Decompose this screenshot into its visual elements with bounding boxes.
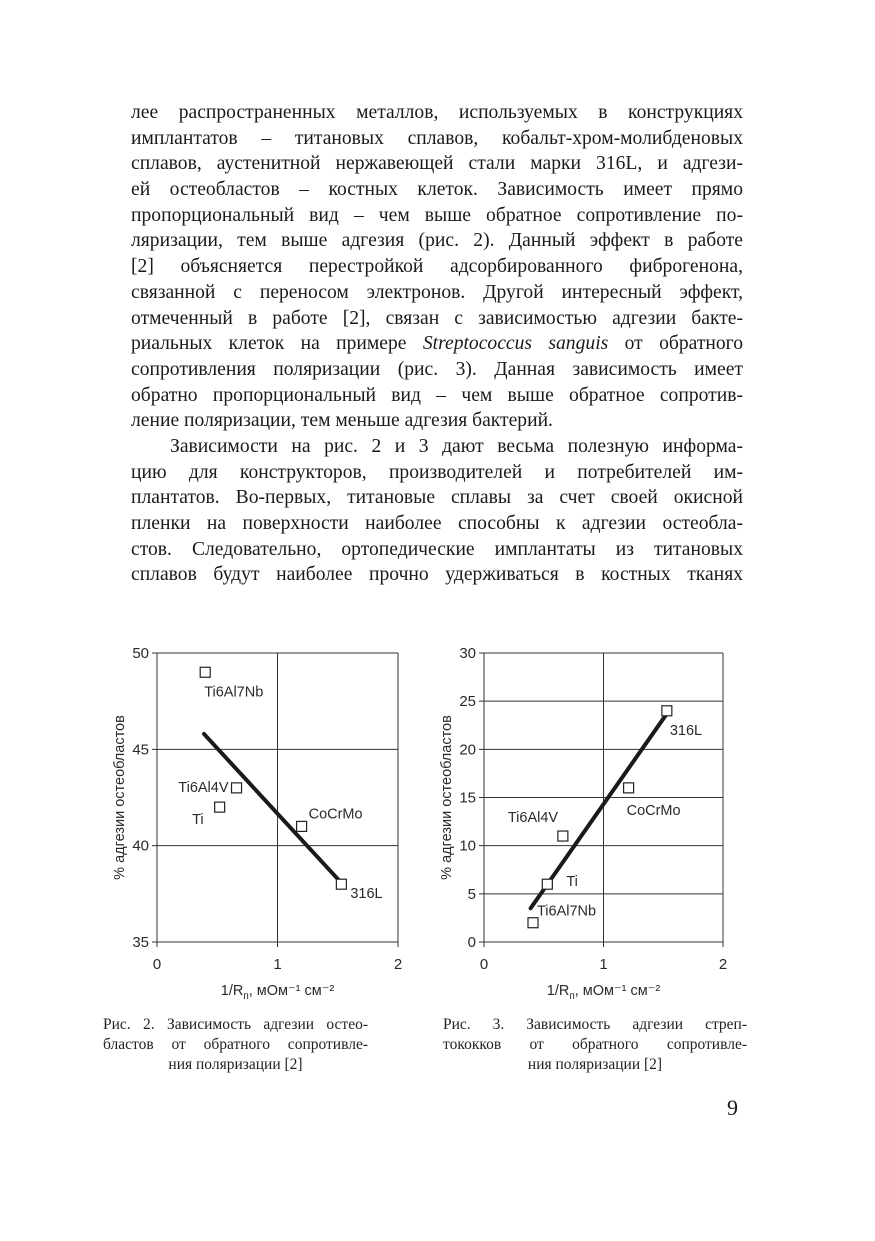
- text-line: плантатов. Во-первых, титановые сплавы за счет своей окисной: [131, 487, 743, 509]
- data-label-cocrmo: CoCrMo: [308, 806, 363, 823]
- y-tick-label: 10: [459, 837, 476, 855]
- text-line: цию для конструкторов, производителей и потребителей им-: [131, 461, 743, 483]
- data-point-ti6al4v: [558, 831, 568, 841]
- data-point-316l: [662, 706, 672, 716]
- y-tick-label: 45: [132, 741, 149, 759]
- text-line: лее распространенных металлов, используемых в конструкциях: [131, 102, 743, 123]
- page-number: 9: [727, 1095, 738, 1120]
- data-point-ti: [215, 802, 225, 812]
- text-line: [2] объясняется перестройкой адсорбированного фиброгенона,: [131, 256, 743, 278]
- figure-2-caption: [103, 1015, 368, 1075]
- data-point-cocrmo: [624, 783, 634, 793]
- x-tick-label: 1: [599, 956, 608, 973]
- text-segment: от обратного: [608, 333, 744, 355]
- chart-2: [112, 645, 402, 1002]
- data-label-ti6al4v: Ti6Al4V: [178, 779, 229, 796]
- y-tick-label: 25: [459, 693, 476, 711]
- y-tick-label: 50: [132, 645, 149, 662]
- chart-3: [439, 645, 727, 1002]
- x-axis-label-main: 1/R: [546, 983, 570, 999]
- text-line: сплавов будут наиболее прочно удерживаться в костных тканях: [131, 564, 743, 586]
- x-axis-label-subscript: п: [569, 991, 575, 1002]
- text-line: обратно пропорциональный вид – чем выше обратное сопротив-: [131, 384, 743, 406]
- data-label-316l: 316L: [669, 722, 703, 739]
- text-line: сплавов, аустенитной нержавеющей стали марки 316L, и адгези-: [131, 153, 743, 175]
- x-axis-label-units: , мОм⁻¹ см⁻²: [574, 983, 661, 999]
- x-tick-label: 0: [479, 956, 489, 973]
- x-axis-label: [547, 983, 661, 1002]
- text-line: ление поляризации, тем меньше адгезия бактерий.: [131, 410, 553, 432]
- x-tick-label: 2: [393, 956, 403, 973]
- text-line: ей остеобластов – костных клеток. Зависимость имеет прямо: [131, 179, 743, 201]
- caption-line: тококков от обратного сопротивле-: [443, 1036, 747, 1053]
- figure-3-caption: [443, 1015, 747, 1075]
- x-axis-label: [221, 983, 335, 1002]
- data-point-ti6al7nb: [200, 667, 210, 677]
- y-tick-label: 5: [467, 885, 476, 903]
- data-point-ti: [542, 879, 552, 889]
- data-label-ti: Ti: [566, 874, 578, 891]
- data-label-ti6al4v: Ti6Al4V: [507, 810, 559, 827]
- x-tick-label: 0: [152, 956, 162, 973]
- y-tick-label: 35: [132, 934, 149, 951]
- caption-line: бластов от обратного сопротивле-: [103, 1036, 368, 1053]
- x-tick-label: 1: [273, 956, 282, 973]
- text-line: сопротивления поляризации (рис. 3). Данная зависимость имеет: [131, 358, 743, 380]
- text-line: ляризации, тем выше адгезия (рис. 2). Данный эффект в работе: [131, 230, 743, 252]
- text-line: отмеченный в работе [2], связан с зависимостью адгезии бакте-: [131, 307, 743, 329]
- y-tick-label: 0: [467, 934, 476, 951]
- y-axis-label: % адгезии остеобластов: [439, 715, 455, 880]
- text-line: Зависимости на рис. 2 и 3 дают весьма полезную информа-: [170, 435, 743, 457]
- data-point-316l: [336, 879, 346, 889]
- caption-line: Рис. 2. Зависимость адгезии остео-: [103, 1016, 368, 1033]
- text-line: имплантатов – титановых сплавов, кобальт-хром-молибденовых: [131, 127, 743, 149]
- species-name: Streptococcus sanguis: [422, 333, 609, 355]
- data-label-316l: 316L: [350, 886, 383, 903]
- y-tick-label: 15: [459, 789, 476, 807]
- caption-line: ния поляризации [2]: [527, 1056, 663, 1073]
- x-tick-label: 2: [718, 956, 728, 973]
- y-axis-label: % адгезии остеобластов: [112, 715, 128, 880]
- text-line: пропорциональный вид – чем выше обратное сопротивление по-: [131, 204, 743, 226]
- x-axis-label-units: , мОм⁻¹ см⁻²: [248, 983, 335, 999]
- text-line: стов. Следовательно, ортопедические имплантаты из титановых: [131, 538, 743, 560]
- x-axis-label-main: 1/R: [220, 983, 244, 999]
- text-segment: риальных клеток на примере: [131, 333, 423, 355]
- data-label-ti6al7nb: Ti6Al7Nb: [204, 684, 264, 701]
- y-tick-label: 20: [459, 741, 476, 759]
- data-point-ti6al4v: [232, 783, 242, 793]
- data-label-ti6al7nb: Ti6Al7Nb: [536, 903, 597, 920]
- data-point-cocrmo: [297, 821, 307, 831]
- data-label-cocrmo: CoCrMo: [626, 802, 681, 819]
- caption-line: ния поляризации [2]: [168, 1056, 303, 1073]
- y-tick-label: 40: [132, 837, 149, 855]
- text-line: связанной с переносом электронов. Другой интересный эффект,: [131, 281, 743, 303]
- x-axis-label-subscript: п: [243, 991, 249, 1002]
- data-label-ti: Ti: [192, 812, 204, 829]
- y-tick-label: 30: [459, 645, 476, 662]
- caption-line: Рис. 3. Зависимость адгезии стреп-: [443, 1016, 747, 1033]
- text-line: пленки на поверхности наиболее способны к адгезии остеобла-: [131, 513, 743, 534]
